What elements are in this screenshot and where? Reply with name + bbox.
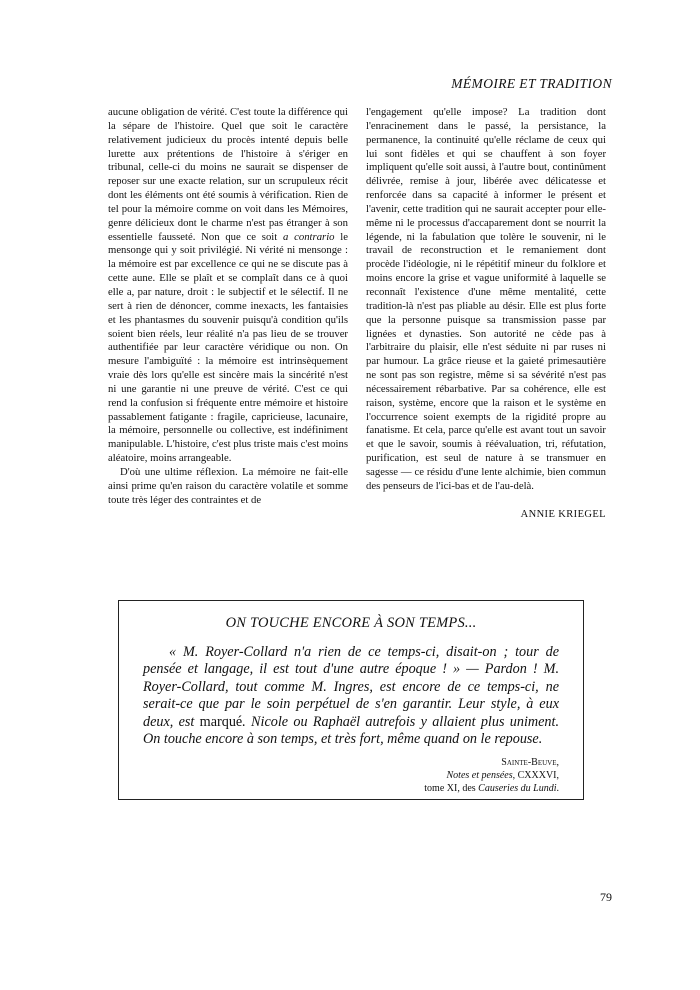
text-span: tome XI, des bbox=[424, 783, 476, 795]
paragraph bbox=[108, 106, 348, 466]
column-right bbox=[366, 106, 606, 521]
text-span: « M. Royer-Collard n'a rien de ce temps-ci, disait-on ; tour de pensée et langage, il est tout d'une autre époque ! » — Pardon ! M. Royer-Collard, tout comme M. Ingres, est encore de ce temps-ci, ne serait-ce que par le soin perpétuel de s'en garantir. Leur style, à eux deux, est bbox=[143, 644, 559, 730]
column-left bbox=[108, 106, 348, 521]
quote-source bbox=[143, 769, 559, 782]
emphasis-text: a contrario bbox=[283, 230, 335, 243]
text-span: aucune obligation de vérité. C'est toute la différence qui la sépare de l'histoire. Quel que soit le caractère relativement judicieux du procès intenté depuis belle lurette aux prétentions de l'histoire à s'ériger en tribunal, celle-ci du moins ne saurait se dispenser de reposer sur une exacte relation, sur un scrupuleux récit dont les éléments ont été soumis à vérification. Rien de tel pour la mémoire comme on voit dans les Mémoires, genre délicieux dont le charme n'est pas étranger à son essentielle fausseté. Non que ce soit bbox=[108, 106, 348, 243]
quote-box bbox=[118, 600, 584, 800]
quote-attribution bbox=[143, 756, 559, 795]
text-span: . bbox=[556, 783, 559, 795]
paragraph: D'où une ultime réflexion. La mémoire ne fait-elle ainsi prime qu'en raison du caractère volatile et somme toute très léger des contraintes et de bbox=[108, 465, 348, 506]
quote-tome bbox=[143, 782, 559, 795]
paragraph: l'engagement qu'elle impose? La tradition dont l'enracinement dans le passé, la persistance, la permanence, la continuité qu'elle réclame de ceux qui lui sont fidèles et qui se chauffent à son foyer impliquent qu'elle soit aussi, à l'autre bout, continûment délivrée, remise à jour, libérée avec délicatesse et renforcée dans sa capacité à informer le présent et l'avenir, cette tradition qui ne saurait accepter pour elle-même ni le processus d'accaparement dont se nourrit la légende, ni la fabulation que tolère le souvenir, ni le travail de reconstruction et le remaniement dont procède l'idéologie, ni le répétitif mineur du folklore et moins encore la grise et vague uniformité à laquelle se reconnaît l'existence d'une même mentalité, cette tradition-là n'est pas pliable au désir. Elle est plus forte que la personne puisque sa transmission passe par lignées et dynasties. Son autorité ne cède pas à l'arbitraire du plaisir, elle n'est séduite ni par ruses ni par humour. La grâce rieuse et la gaieté primesautière ne sont pas son registre, même si sa sévérité n'est pas nécessairement rébarbative. Par sa cohérence, elle est raison, système, encore que la raison et le système en l'occurrence soient exempts de la rigidité propre au fanatisme. Et cela, parce qu'elle est avant tout un savoir et que le savoir, soumis à réévaluation, tri, réfutation, purification, est seul de nature à se transmuer en sagesse — ce résidu d'une lente alchimie, bien commun des penseurs de l'ici-bas et de l'au-delà. bbox=[366, 106, 606, 492]
article-columns bbox=[108, 106, 606, 521]
source-title: Causeries du Lundi bbox=[478, 783, 557, 795]
text-span: , CXXXVI, bbox=[512, 770, 559, 782]
quote-author: Sainte-Beuve, bbox=[501, 757, 559, 769]
author-signature: ANNIE KRIEGEL bbox=[520, 508, 606, 520]
quote-text bbox=[143, 644, 559, 748]
text-span: le mensonge qui y soit privilégié. Ni vérité ni mensonge : la mémoire est par excellence ce qui ne se discute pas à cette aune. Elle se plaît et se complaît dans ce à quoi elle a, par nature, droit : le subjectif et le sélectif. Il ne sert à rien de dénoncer, comme inexacts, les fantaisies et les phantasmes du souvenir puisqu'à condition qu'ils soient bien réels, leur réalité n'a pas lieu de se trouver authentifiée par leur caractère véridique ou non. On mesure l'ambiguïté : la mémoire est intrinsèquement vraie dès lors qu'elle est sincère mais la sincérité n'est ni une garantie ni une preuve de vérité. C'est ce qui rend la confusion si fréquente entre mémoire et histoire passablement fatigante : fragile, capricieuse, lacunaire, la mémoire, personnelle ou collective, est indéfiniment manipulable. L'histoire, c'est plus triste mais c'est moins aléatoire, moins arrangeable. bbox=[108, 230, 349, 465]
page-number: 79 bbox=[600, 890, 612, 904]
running-head: MÉMOIRE ET TRADITION bbox=[451, 76, 612, 91]
roman-text: marqué bbox=[199, 713, 243, 730]
text-span: . Nicole ou Raphaël autrefois y allaient plus uniment. On touche encore à son temps, et très fort, même quand on le repouse. bbox=[143, 713, 560, 748]
quote-box-title: ON TOUCHE ENCORE À SON TEMPS... bbox=[225, 615, 477, 631]
source-title: Notes et pensées bbox=[446, 770, 513, 782]
